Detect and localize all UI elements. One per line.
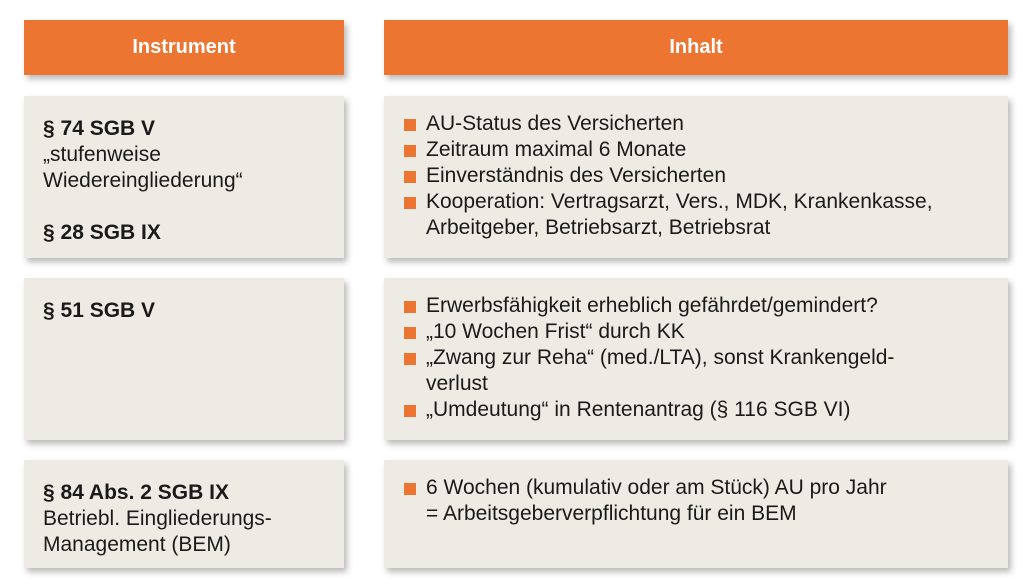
row-1-title-2: § 28 SGB IX xyxy=(43,221,161,244)
row-1-line-1: „stufenweise xyxy=(43,143,161,166)
list-item: Zeitraum maximal 6 Monate xyxy=(404,137,990,163)
row-1-line-2: Wiedereingliederung“ xyxy=(43,169,243,192)
list-item: AU-Status des Versicherten xyxy=(404,111,990,137)
row-3-list xyxy=(404,475,990,527)
list-item: 6 Wochen (kumulativ oder am Stück) AU pro Jahr = Arbeitsgeberverpflichtung für ein BEM xyxy=(404,475,990,527)
row-3-title: § 84 Abs. 2 SGB IX xyxy=(43,481,229,504)
list-item: Erwerbsfähigkeit erheblich gefährdet/gemindert? xyxy=(404,293,990,319)
header-inhalt xyxy=(384,20,1008,75)
list-item: Kooperation: Vertragsarzt, Vers., MDK, Krankenkasse, Arbeitgeber, Betriebsarzt, Betriebsrat xyxy=(404,189,990,241)
row-1-title: § 74 SGB V xyxy=(43,117,156,140)
list-item: „Zwang zur Reha“ (med./LTA), sonst Krankengeld- verlust xyxy=(404,345,990,397)
row-2-inhalt xyxy=(384,278,1008,440)
row-2-title: § 51 SGB V xyxy=(43,299,156,322)
row-3-instrument xyxy=(24,460,344,568)
row-1-list xyxy=(404,111,990,241)
list-item: Einverständnis des Versicherten xyxy=(404,163,990,189)
list-item: „Umdeutung“ in Rentenantrag (§ 116 SGB VI) xyxy=(404,397,990,423)
header-instrument-label: Instrument xyxy=(132,36,236,58)
header-instrument xyxy=(24,20,344,75)
row-1-instrument xyxy=(24,96,344,258)
row-1-inhalt xyxy=(384,96,1008,258)
row-3-inhalt xyxy=(384,460,1008,568)
header-inhalt-label: Inhalt xyxy=(669,36,723,58)
row-2-instrument xyxy=(24,278,344,440)
row-3-line-2: Management (BEM) xyxy=(43,533,231,556)
row-2-list xyxy=(404,293,990,423)
row-3-line-1: Betriebl. Eingliederungs- xyxy=(43,507,272,530)
list-item: „10 Wochen Frist“ durch KK xyxy=(404,319,990,345)
